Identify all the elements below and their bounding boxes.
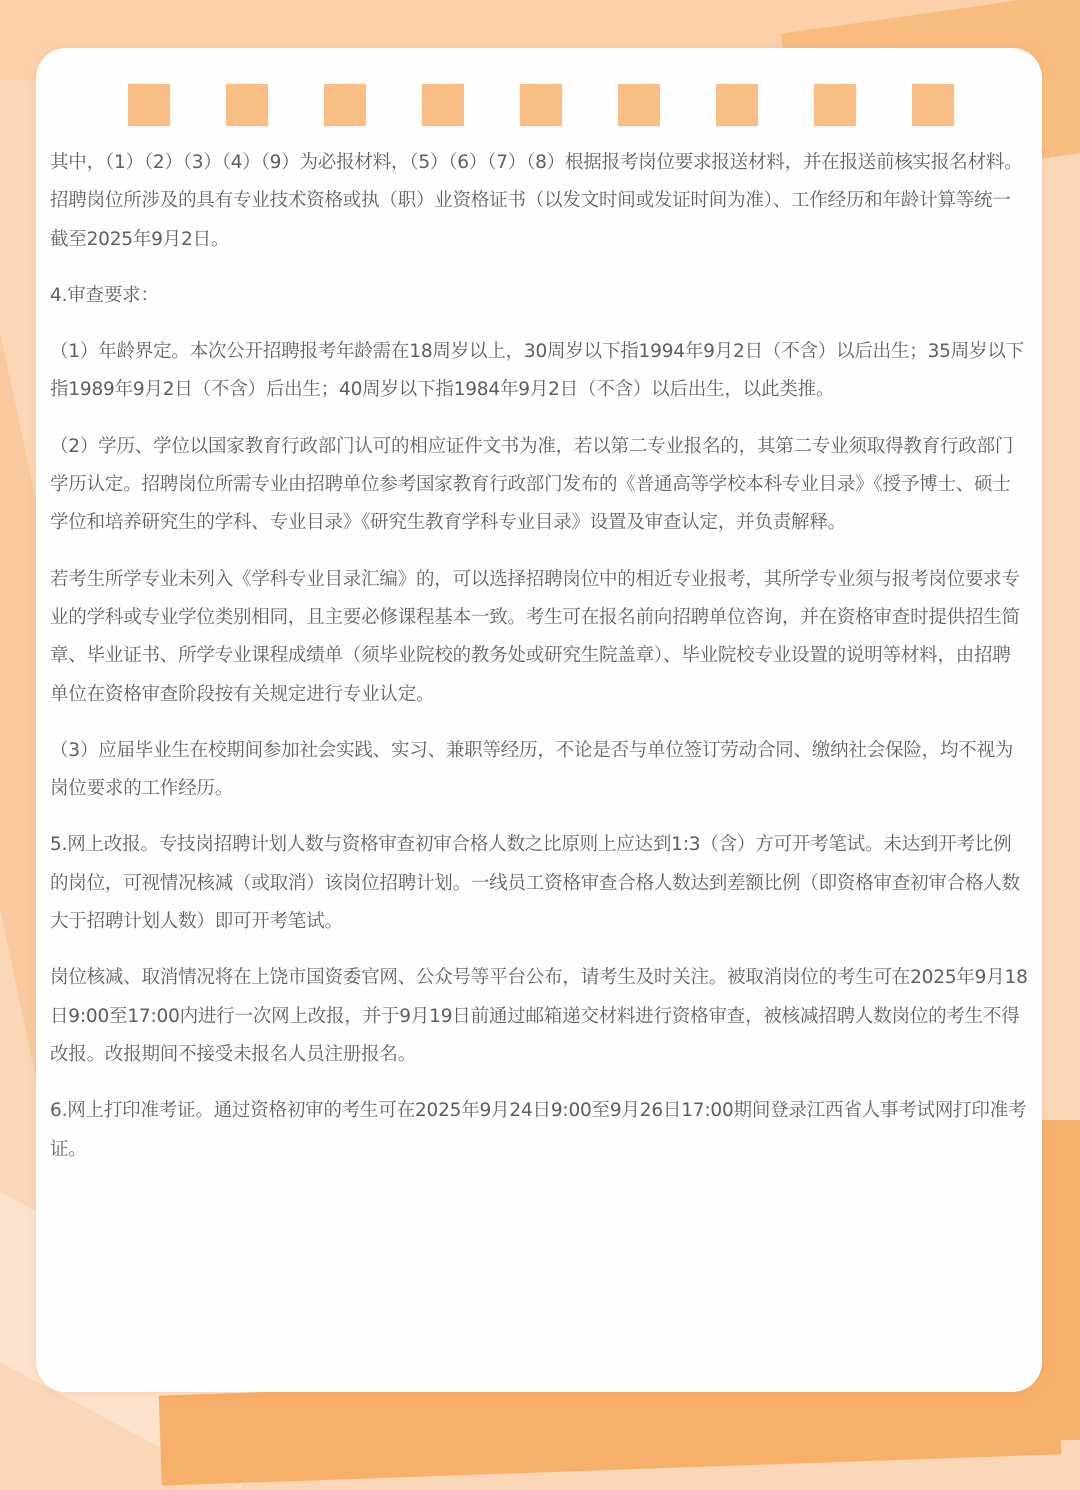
binder-tab <box>814 84 856 126</box>
binder-tab <box>324 84 366 126</box>
paragraph-age: （1）年龄界定。本次公开招聘报考年龄需在18周岁以上，30周岁以下指1994年9月2日（不含）以后出生；35周岁以下指1989年9月2日（不含）后出生；40周岁以下指1984年9月2日（不含）以后出生，以此类推。 <box>50 341 1024 401</box>
paragraph-online-change: 5.网上改报。专技岗招聘计划人数与资格审查初审合格人数之比原则上应达到1:3（含）方可开考笔试。未达到开考比例的岗位，可视情况核减（或取消）该岗位招聘计划。一线员工资格审查合格人数达到差额比例（即资格审查初审合格人数大于招聘计划人数）即可开考笔试。 <box>50 834 1020 933</box>
binder-tabs <box>128 84 948 126</box>
binder-tab <box>716 84 758 126</box>
document-body <box>50 144 1028 1187</box>
paragraph-materials: 其中，（1）（2）（3）（4）（9）为必报材料，（5）（6）（7）（8）根据报考岗位要求报送材料，并在报送前核实报名材料。招聘岗位所涉及的具有专业技术资格或执（职）业资格证书（以发文时间或发证时间为准）、工作经历和年龄计算等统一截至2025年9月2日。 <box>50 152 1023 250</box>
paragraph-admission-ticket: 6.网上打印准考证。通过资格初审的考生可在2025年9月24日9:00至9月26日17:00期间登录江西省人事考试网打印准考证。 <box>50 1100 1027 1160</box>
paragraph-major: 若考生所学专业未列入《学科专业目录汇编》的，可以选择招聘岗位中的相近专业报考，其所学专业须与报考岗位要求专业的学科或专业学位类别相同，且主要必修课程基本一致。考生可在报名前向招聘单位咨询，并在资格审查时提供招生简章、毕业证书、所学专业课程成绩单（须毕业院校的教务处或研究生院盖章）、毕业院校专业设置的说明等材料，由招聘单位在资格审查阶段按有关规定进行专业认定。 <box>50 568 1020 705</box>
binder-tab <box>618 84 660 126</box>
binder-tab <box>128 84 170 126</box>
background-band-right <box>1040 1120 1080 1440</box>
binder-tab <box>912 84 954 126</box>
binder-tab <box>226 84 268 126</box>
binder-tab <box>520 84 562 126</box>
binder-tab <box>422 84 464 126</box>
paragraph-position-reduction: 岗位核减、取消情况将在上饶市国资委官网、公众号等平台公布，请考生及时关注。被取消岗位的考生可在2025年9月18日9:00至17:00内进行一次网上改报，并于9月19日前通过邮箱递交材料进行资格审查，被核减招聘人数岗位的考生不得改报。改报期间不接受未报名人员注册报名。 <box>50 967 1028 1065</box>
paragraph-review-heading: 4.审查要求： <box>50 284 159 306</box>
notepad-paper <box>36 48 1042 1392</box>
paragraph-graduates: （3）应届毕业生在校期间参加社会实践、实习、兼职等经历，不论是否与单位签订劳动合同、缴纳社会保险，均不视为岗位要求的工作经历。 <box>50 739 1014 800</box>
paragraph-education: （2）学历、学位以国家教育行政部门认可的相应证件文书为准，若以第二专业报名的，其第二专业须取得教育行政部门学历认定。招聘岗位所需专业由招聘单位参考国家教育行政部门发布的《普通高等学校本科专业目录》《授予博士、硕士学位和培养研究生的学科、专业目录》《研究生教育学科专业目录》设置及审查认定，并负责解释。 <box>50 435 1014 534</box>
